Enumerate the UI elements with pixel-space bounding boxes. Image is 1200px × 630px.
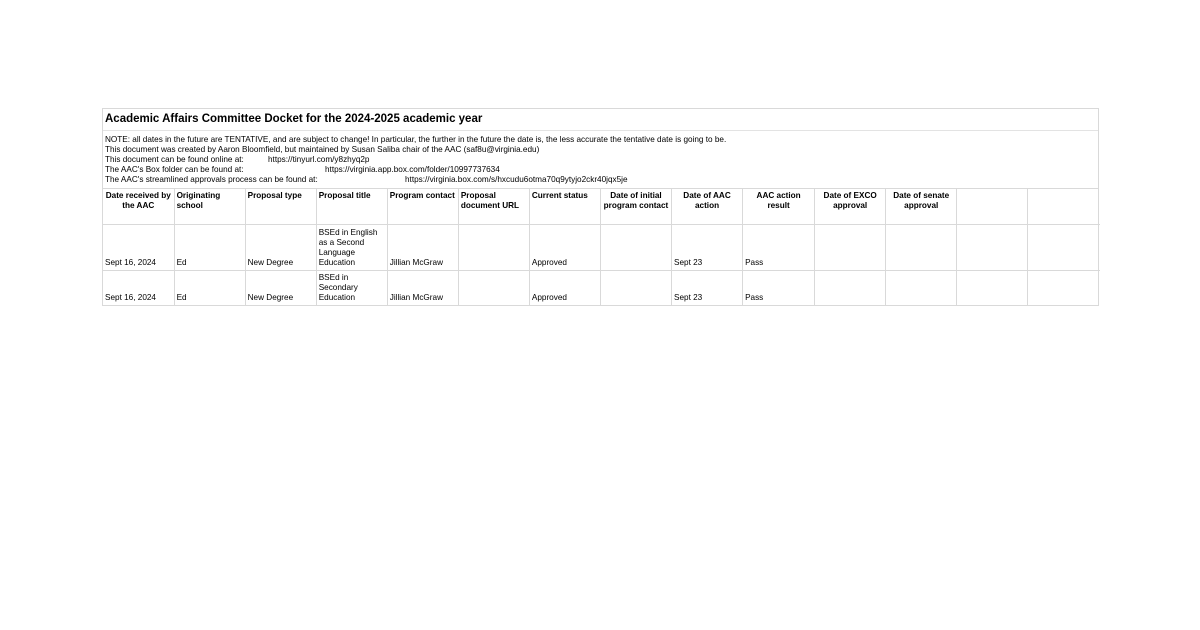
cell-proposal-title[interactable]: BSEd in English as a Second Language Education [316, 224, 387, 270]
cell-aac-result[interactable]: Pass [743, 270, 815, 305]
cell-proposal-url[interactable] [458, 224, 529, 270]
header-aac-action-date: Date of AAC action [672, 189, 743, 224]
header-program-contact: Program contact [387, 189, 458, 224]
header-proposal-title: Proposal title [316, 189, 387, 224]
note-tentative: NOTE: all dates in the future are TENTATIVE, and are subject to change! In particular, the further in the future the date is, the less accurate the tentative date is going to be. [105, 135, 727, 144]
cell-proposal-title[interactable]: BSEd in Secondary Education [316, 270, 387, 305]
table-row [103, 224, 1100, 270]
streamlined-link[interactable]: https://virginia.box.com/s/hxcudu6otma70q9ytyjo2ckr40jqx5je [405, 175, 628, 184]
header-empty-2 [1028, 189, 1100, 224]
note-line-streamlined [105, 175, 1098, 185]
note-box-label: The AAC's Box folder can be found at: [105, 165, 244, 174]
note-line-online [105, 155, 1098, 165]
table-row [103, 270, 1100, 305]
header-current-status: Current status [529, 189, 600, 224]
cell-exco-approval[interactable] [815, 224, 886, 270]
header-empty-1 [957, 189, 1028, 224]
cell-school[interactable]: Ed [174, 270, 245, 305]
cell-proposal-type[interactable]: New Degree [245, 224, 316, 270]
cell-program-contact[interactable]: Jillian McGraw [387, 224, 458, 270]
note-line-maintainer [105, 145, 1098, 155]
header-proposal-url: Proposal document URL [458, 189, 529, 224]
docket-sheet [102, 108, 1099, 306]
header-senate-approval: Date of senate approval [886, 189, 957, 224]
cell-program-contact[interactable]: Jillian McGraw [387, 270, 458, 305]
online-link[interactable]: https://tinyurl.com/y8zhyq2p [268, 155, 370, 164]
cell-initial-contact[interactable] [600, 224, 671, 270]
header-initial-contact: Date of initial program contact [600, 189, 671, 224]
cell-senate-approval[interactable] [886, 270, 957, 305]
box-folder-link[interactable]: https://virginia.app.box.com/folder/10997737634 [325, 165, 500, 174]
header-originating-school: Originating school [174, 189, 245, 224]
cell-aac-action-date[interactable]: Sept 23 [672, 270, 743, 305]
cell-current-status[interactable]: Approved [529, 224, 600, 270]
header-aac-result: AAC action result [743, 189, 815, 224]
cell-initial-contact[interactable] [600, 270, 671, 305]
sheet-title: Academic Affairs Committee Docket for the 2024-2025 academic year [103, 109, 1098, 131]
cell-empty-1[interactable] [957, 224, 1028, 270]
cell-date-received[interactable]: Sept 16, 2024 [103, 224, 174, 270]
header-date-received: Date received by the AAC [103, 189, 174, 224]
header-row [103, 189, 1100, 224]
note-line-box [105, 165, 1098, 175]
cell-senate-approval[interactable] [886, 224, 957, 270]
cell-exco-approval[interactable] [815, 270, 886, 305]
cell-aac-action-date[interactable]: Sept 23 [672, 224, 743, 270]
cell-current-status[interactable]: Approved [529, 270, 600, 305]
cell-proposal-type[interactable]: New Degree [245, 270, 316, 305]
note-line-tentative [105, 135, 1098, 145]
note-maintainer: This document was created by Aaron Bloomfield, but maintained by Susan Saliba chair of the AAC (saf8u@virginia.edu) [105, 145, 540, 154]
cell-school[interactable]: Ed [174, 224, 245, 270]
cell-empty-1[interactable] [957, 270, 1028, 305]
cell-empty-2[interactable] [1028, 270, 1100, 305]
cell-empty-2[interactable] [1028, 224, 1100, 270]
cell-proposal-url[interactable] [458, 270, 529, 305]
cell-date-received[interactable]: Sept 16, 2024 [103, 270, 174, 305]
cell-aac-result[interactable]: Pass [743, 224, 815, 270]
header-exco-approval: Date of EXCO approval [815, 189, 886, 224]
header-proposal-type: Proposal type [245, 189, 316, 224]
note-streamlined-label: The AAC's streamlined approvals process can be found at: [105, 175, 318, 184]
docket-table [103, 189, 1100, 305]
note-online-label: This document can be found online at: [105, 155, 244, 164]
notes-block [103, 131, 1098, 189]
